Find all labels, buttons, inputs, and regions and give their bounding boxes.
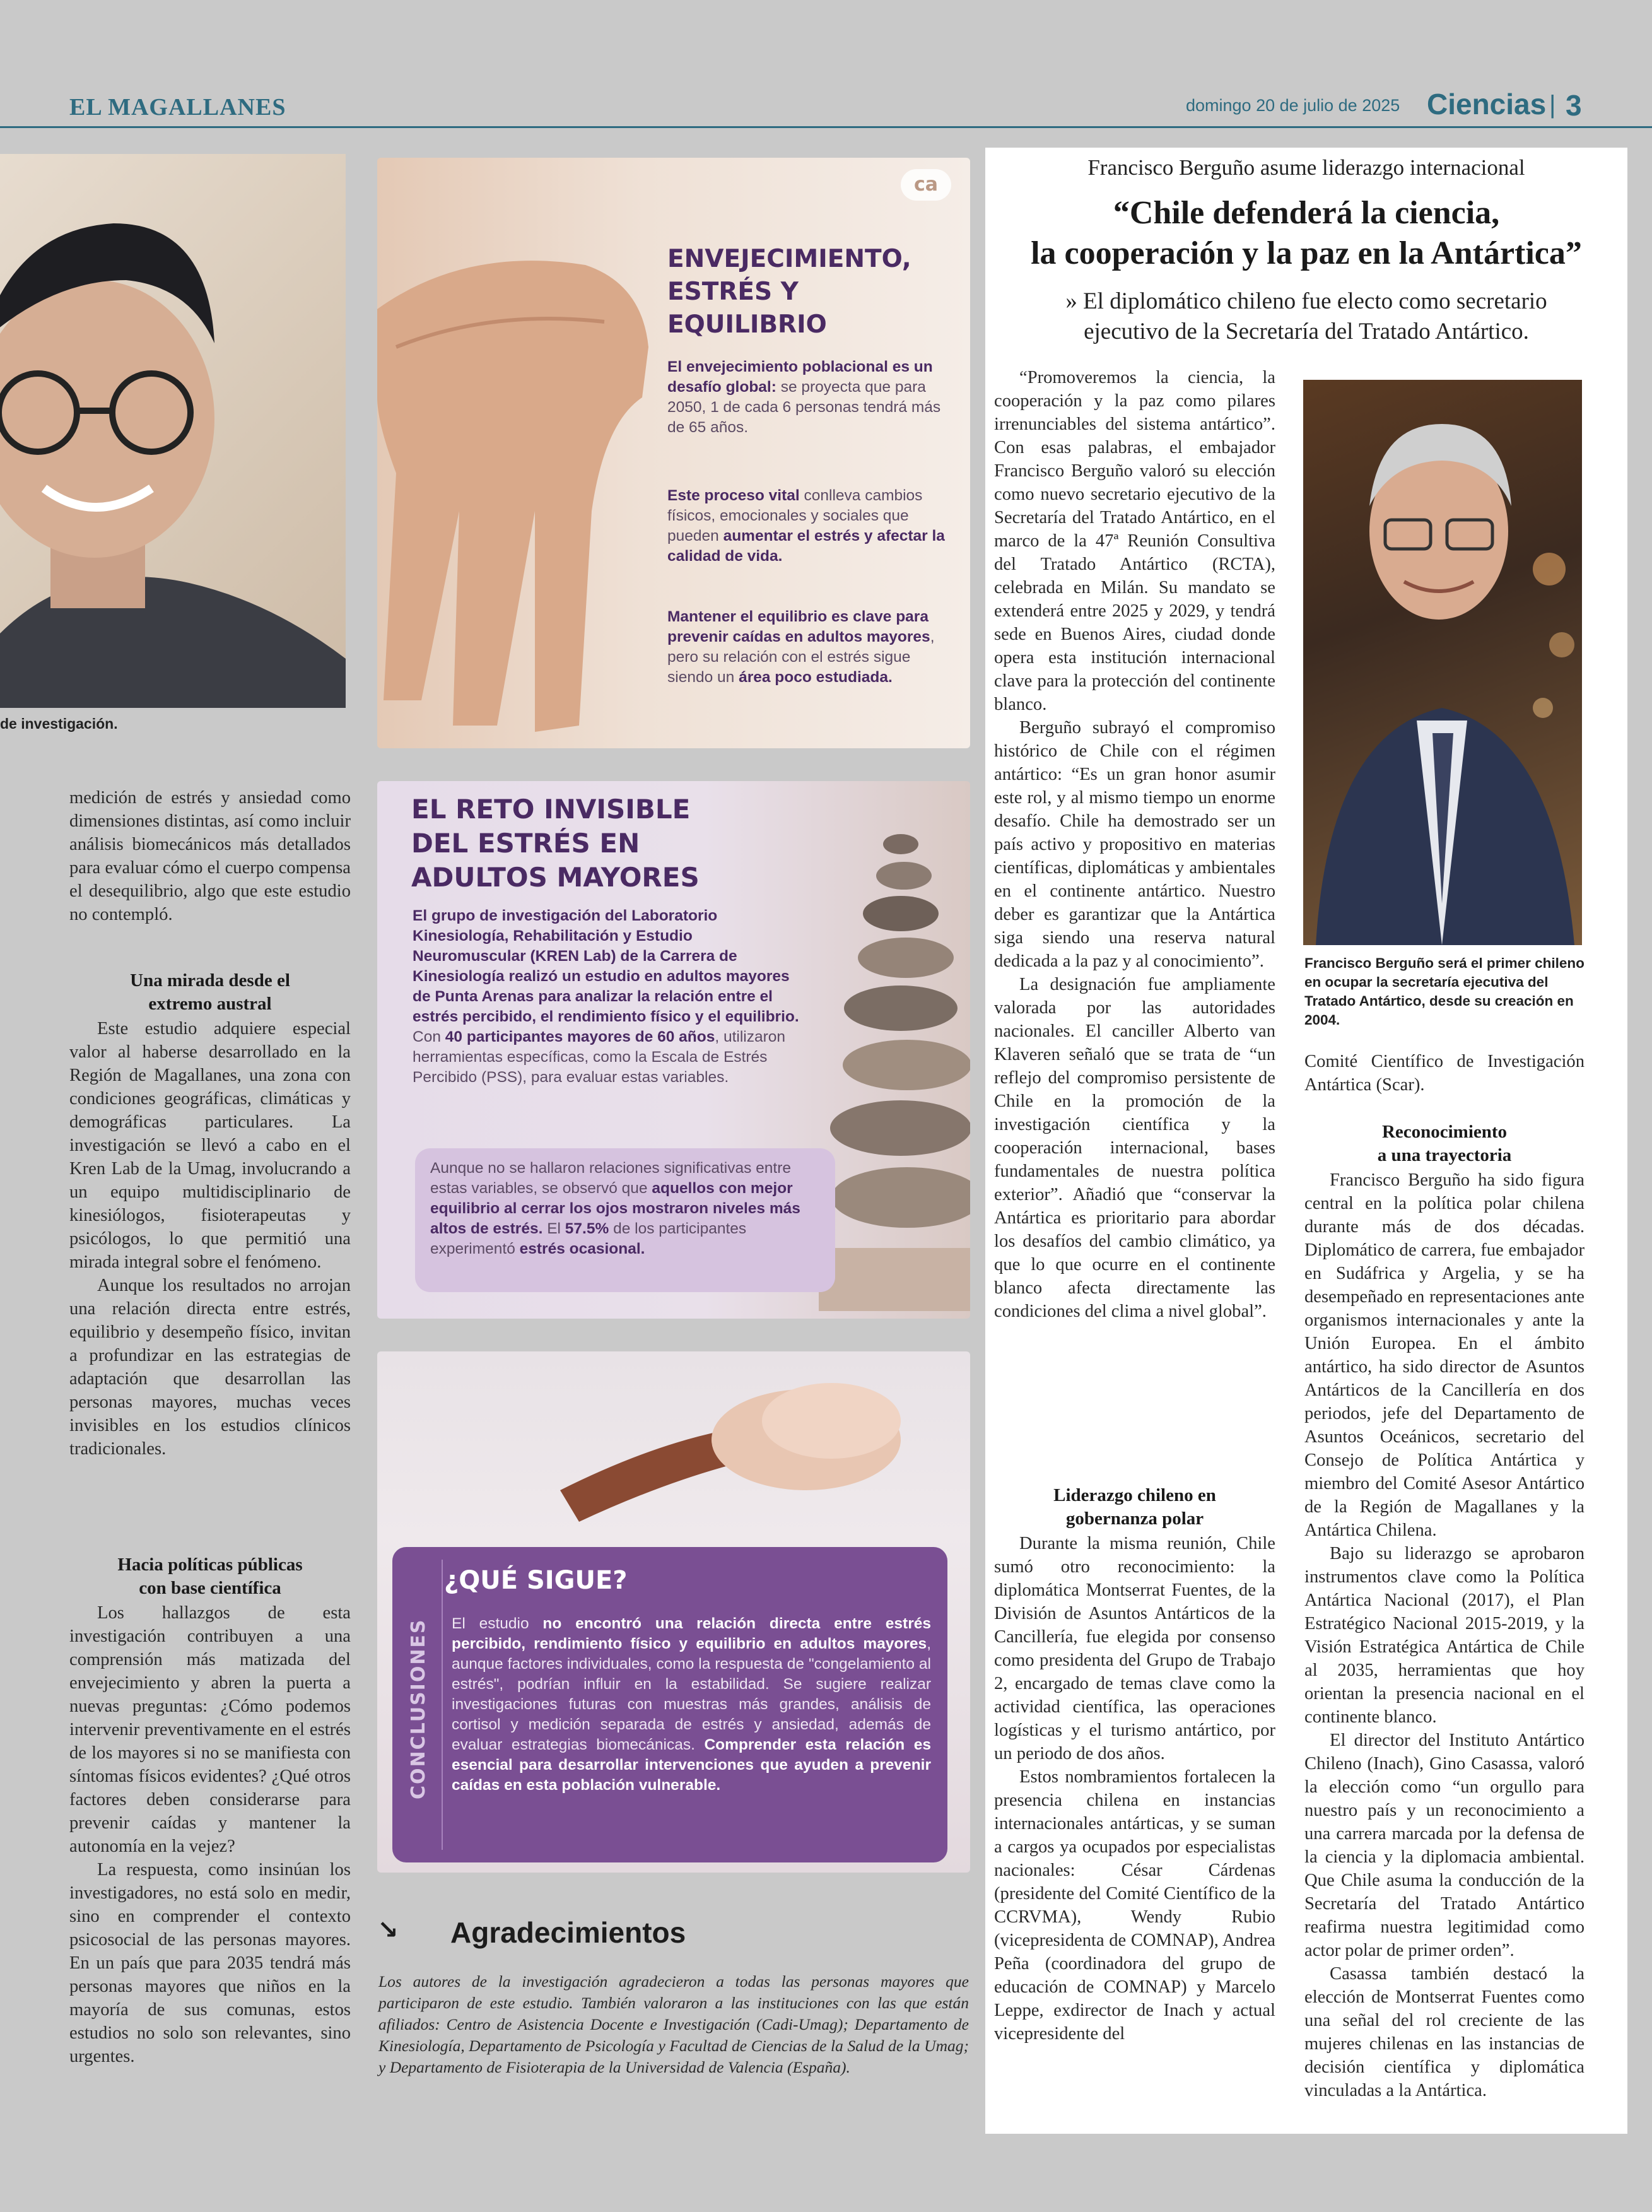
paragraph: Estos nombramientos fortalecen la presencia chilena en instancias internacionales antárticas, y se suman a cargos ya ocupados por especialistas nacionales: César Cárdenas (presidente del Comité Científico de la CCRVMA), Wendy Rubio (vicepresidenta de COMNAP), Andrea Peña (coordinadora del grupo de educación de COMNAP) y Marcelo Leppe, exdirector de Inach y actual vicepresidente del [994, 1767, 1275, 2044]
chevron-right-icon: » [1065, 288, 1077, 314]
article-column-1 [994, 366, 1275, 1323]
title-line: ADULTOS MAYORES [411, 862, 700, 893]
text: El [542, 1220, 565, 1237]
title-line: ESTRÉS Y [667, 278, 799, 306]
paragraph: La designación fue ampliamente valorada por las autoridades nacionales. El canciller Alberto van Klaveren señaló que se trata de “un reflejo del compromiso persistente de Chile en la promoción de la investigación científica y la cooperación internacional, bases fundamentales de nuestra política exterior”. Añadió que “conservar la Antártica es prioritario para abordar los desafíos del cambio climático, ya que lo que ocurre en el continente blanco afecta directamente las condiciones del clima a nivel global”. [994, 975, 1275, 1321]
publisher-logo: ca [901, 169, 951, 201]
subhead-line: a una trayectoria [1377, 1145, 1512, 1165]
masthead-logo: EL MAGALLANES [69, 94, 286, 121]
stacked-stones-illustration [819, 806, 970, 1311]
paragraph: medición de estrés y ansiedad como dimensiones distintas, así como incluir análisis biomecánicos más detallados para evaluar cómo el cuerpo compensa el desequilibrio, algo que este estudio no contempló. [69, 788, 351, 924]
paragraph: El director del Instituto Antártico Chileno (Inach), Gino Casassa, valoró la elección como “un orgullo para nuestro país y un reconocimiento a una carrera marcada por la defensa de la ciencia y la diplomacia ambiental. Que Chile asuma la conducción de la Secretaría del Tratado Antártico reafirma nuestra legitimidad como actor polar de primer orden”. [1304, 1731, 1585, 1960]
statistic: 57.5% [565, 1220, 609, 1237]
paragraph: Francisco Berguño ha sido figura central en la política polar chilena durante más de dos décadas. Diplomático de carrera, fue embajador en Sudáfrica y Argelia, y se ha desempeñado en representaciones ante organismos internacionales y ante la Unión Europea. En el ámbito antártico, ha sido director de Asuntos Antárticos de la Cancillería en dos periodos, jefe del Departamento de Asuntos Oceánicos, secretario del Consejo de Política Antártica y miembro del Comité Asesor Antártico de la Región de Magallanes y la Antártica Chilena. [1304, 1170, 1585, 1540]
section-name: Ciencias [1427, 88, 1547, 121]
emphasis: estrés ocasional. [519, 1240, 645, 1257]
paragraph: Los hallazgos de esta investigación contribuyen a una comprensión más matizada del envejecimiento y abren la puerta a nuevas preguntas: ¿Cómo podemos intervenir preventivamente en el estrés de los mayores si no se manifiesta con síntomas físicos evidentes? ¿Qué otros factores deben considerarse para prevenir caídas y mantener la autonomía en la vejez? [69, 1603, 351, 1856]
article-column-2-continuation [1304, 1050, 1585, 1097]
text: conlleva cambios físicos, emocionales y sociales que pueden [667, 487, 923, 544]
subhead-line: Liderazgo chileno en [1053, 1485, 1216, 1505]
conclusions-side-label: CONCLUSIONES [407, 1618, 430, 1799]
researcher-photo [0, 154, 346, 708]
conclusions-text [452, 1614, 931, 1796]
subhead-liderazgo [994, 1484, 1275, 1531]
photo-caption-fragment: de investigación. [0, 715, 118, 732]
emphasis: 40 participantes mayores de 60 años [445, 1028, 715, 1045]
paragraph: Comité Científico de Investigación Antártica (Scar). [1304, 1052, 1585, 1095]
text: de los participantes experimentó [430, 1220, 747, 1257]
berguno-photo [1303, 380, 1582, 945]
arrow-icon: ↘ [377, 1915, 399, 1944]
title-line: DEL ESTRÉS EN [411, 828, 640, 859]
emphasis: no encontró una relación directa entre estrés percibido, rendimiento físico y equilibrio en adultos mayores [452, 1615, 931, 1652]
article-headline [985, 193, 1627, 274]
paragraph: Este estudio adquiere especial valor al haberse desarrollado en la Región de Magallanes, una zona con condiciones geográficas, climáticas y demográficas particulares. La investigación se llevó a cabo en el Kren Lab de la Umag, involucrando a un equipo multidisciplinario de kinesiólogos, fisioterapeutas y psicólogos, lo que permitió una mirada integral sobre el fenómeno. [69, 1019, 351, 1272]
panel2-findings-box [415, 1148, 835, 1292]
title-line: EL RETO INVISIBLE [411, 794, 691, 825]
article-column-1-cont [994, 1532, 1275, 2045]
subhead-line: extremo austral [148, 994, 272, 1014]
paragraph: Durante la misma reunión, Chile sumó otro reconocimiento: la diplomática Montserrat Fuentes, de la División de Asuntos Antárticos de la Cancillería, fue elegida por consenso como presidenta del Grupo de Trabajo 2, encargado de temas clave como la actividad científica, las operaciones logísticas y el turismo antártico, por un periodo de dos años. [994, 1534, 1275, 1763]
emphasis: aumentar el estrés y afectar la calidad de vida. [667, 527, 945, 565]
emphasis: área poco estudiada. [739, 669, 893, 686]
panel1-fact-3 [667, 607, 951, 688]
page-number: 3 [1566, 89, 1582, 122]
emphasis: El envejecimiento poblacional es un desafío global: [667, 358, 933, 396]
deck-line: ejecutivo de la Secretaría del Tratado Antártico. [1084, 319, 1529, 344]
emphasis: Mantener el equilibrio es clave para prevenir caídas en adultos mayores [667, 608, 930, 645]
infographic-panel-stress [377, 781, 970, 1319]
subhead-line: con base científica [139, 1578, 281, 1598]
paragraph: Aunque los resultados no arrojan una relación directa entre estrés, equilibrio y desempeño físico, invitan a profundizar en las estrategias de adaptación que desarrollan las personas mayores, muchas veces invisibles en los estudios clínicos tradicionales. [69, 1276, 351, 1459]
text: , aunque factores individuales, como la respuesta de "congelamiento al estrés", podrían influir en la estabilidad. Se sugiere realizar investigaciones futuras con muestras más grandes, análisis de cortisol y medición separada de estrés y ansiedad, además de evaluar estrategias biomecánicas. [452, 1635, 931, 1753]
subhead-politicas [69, 1553, 351, 1600]
subhead-line: Hacia políticas públicas [117, 1555, 303, 1575]
paragraph: La respuesta, como insinúan los investigadores, no está solo en medir, sino en comprender el contexto psicosocial de las personas mayores. En un país que para 2035 tendrá más personas mayores que niños en la mayoría de sus comunas, estos estudios no solo son relevantes, sino urgentes. [69, 1860, 351, 2066]
paragraph: Bajo su liderazgo se aprobaron instrumentos clave como la Política Antártica Nacional (2017), el Plan Estratégico Nacional 2015-2019, y la Visión Estratégica Antártica de Chile al 2035, herramientas que hoy orientan la presencia nacional en el continente blanco. [1304, 1544, 1585, 1727]
text: El estudio [452, 1615, 543, 1632]
subhead-line: Una mirada desde el [130, 970, 290, 991]
acknowledgements-title: Agradecimientos [450, 1916, 686, 1949]
panel2-study-description [413, 906, 807, 1088]
side-divider [442, 1560, 443, 1850]
text: Con [413, 1028, 445, 1045]
paragraph: “Promoveremos la ciencia, la cooperación y la paz como pilares irrenunciables del sistema antártico”. Con esas palabras, el embajador Francisco Berguño valoró su elección como nuevo secretario ejecutivo de la Secretaría del Tratado Antártico, en el marco de la 47ª Reunión Consultiva del Tratado Antártico (RCTA), celebrada en Milán. Su mandato se extenderá entre 2025 y 2029, y tendrá sede en Buenos Aires, ciudad donde opera esta institución internacional clave para la protección del continente blanco. [994, 368, 1275, 714]
left-column-body-c [69, 1601, 351, 2068]
left-column-intro [69, 786, 351, 926]
title-line: ENVEJECIMIENTO, [667, 245, 911, 273]
title-line: EQUILIBRIO [667, 310, 827, 339]
panel1-title [667, 243, 945, 341]
acknowledgements-text: Los autores de la investigación agradecieron a todas las personas mayores que participaron de este estudio. También valoraron a las instituciones con las que están afiliados: Centro de Asistencia Docente e Investigación (Cadi-Umag); Departamento de Kinesiología, Departamento de Psicología y Facultad de Ciencias de la Salud de la Umag; y Departamento de Fisioterapia de la Universidad de Valencia (España). [378, 1972, 969, 2076]
cane-hands-illustration [535, 1364, 913, 1528]
subhead-mirada [69, 969, 351, 1016]
headline-line: la cooperación y la paz en la Antártica” [1031, 235, 1582, 271]
emphasis: Este proceso vital [667, 487, 800, 504]
paragraph: Berguño subrayó el compromiso histórico de Chile con el régimen antártico: “Es un gran honor asumir este rol, y al mismo tiempo un enorme desafío. Chile ha demostrado ser un país activo y propositivo en materias científicas, diplomáticas y ambientales en el continente antártico. Nuestro deber es garantizar que la Antártica siga siendo una reserva natural dedicada a la paz y al conocimiento”. [994, 718, 1275, 971]
text: , utilizaron herramientas específicas, como la Escala de Estrés Percibido (PSS), para evaluar estas variables. [413, 1028, 786, 1086]
berguno-portrait-illustration [1303, 380, 1582, 945]
deck-text: El diplomático chileno fue electo como secretario [1083, 288, 1547, 314]
header-separator: | [1549, 91, 1556, 119]
emphasis: El grupo de investigación del Laboratorio Kinesiología, Rehabilitación y Estudio Neuromuscular (KREN Lab) de la Carrera de Kinesiología realizó un estudio en adultos mayores de Punta Arenas para analizar la relación entre el estrés percibido, el rendimiento físico y el equilibrio. [413, 907, 799, 1025]
article-column-2 [1304, 1168, 1585, 2102]
panel1-fact-2 [667, 486, 951, 567]
researcher-portrait-illustration [0, 154, 346, 708]
infographic-panel-aging [377, 158, 970, 748]
emphasis: aquellos con mejor equilibrio al cerrar los ojos mostraron niveles más altos de estrés. [430, 1180, 800, 1237]
deck-line [1004, 286, 1608, 317]
subhead-line: Reconocimiento [1381, 1122, 1508, 1142]
infographic-panel-conclusions [377, 1351, 970, 1873]
subhead-line: gobernanza polar [1065, 1509, 1204, 1529]
text: se proyecta que para 2050, 1 de cada 6 personas tendrá más de 65 años. [667, 379, 941, 436]
panel1-fact-1 [667, 357, 951, 438]
text: , pero su relación con el estrés sigue siendo un [667, 628, 935, 686]
subhead-reconocimiento [1304, 1121, 1585, 1167]
panel2-title [411, 792, 815, 895]
article-deck [1004, 286, 1608, 347]
headline-line: “Chile defenderá la ciencia, [1113, 195, 1500, 231]
photo-caption: Francisco Berguño será el primer chileno en ocupar la secretaría ejecutiva del Tratado Antártico, desde su creación en 2004. [1304, 955, 1585, 1028]
paragraph: Casassa también destacó la elección de Montserrat Fuentes como una señal del rol creciente de las mujeres chilenas en las instancias de decisión científica y diplomática vinculadas a la Antártica. [1304, 1964, 1585, 2100]
conclusions-title: ¿QUÉ SIGUE? [444, 1566, 628, 1595]
emphasis: Comprender esta relación es esencial para desarrollar intervenciones que ayuden a prevenir caídas en esta población vulnerable. [452, 1736, 931, 1794]
issue-date: domingo 20 de julio de 2025 [1186, 96, 1400, 115]
header-rule [0, 126, 1652, 128]
hand-illustration [377, 158, 655, 748]
article-berguno [985, 148, 1627, 2134]
text: Aunque no se hallaron relaciones significativas entre estas variables, se observó que [430, 1160, 792, 1197]
conclusions-box [392, 1547, 947, 1862]
left-column-body-b [69, 1017, 351, 1461]
article-kicker: Francisco Berguño asume liderazgo internacional [1087, 155, 1525, 180]
